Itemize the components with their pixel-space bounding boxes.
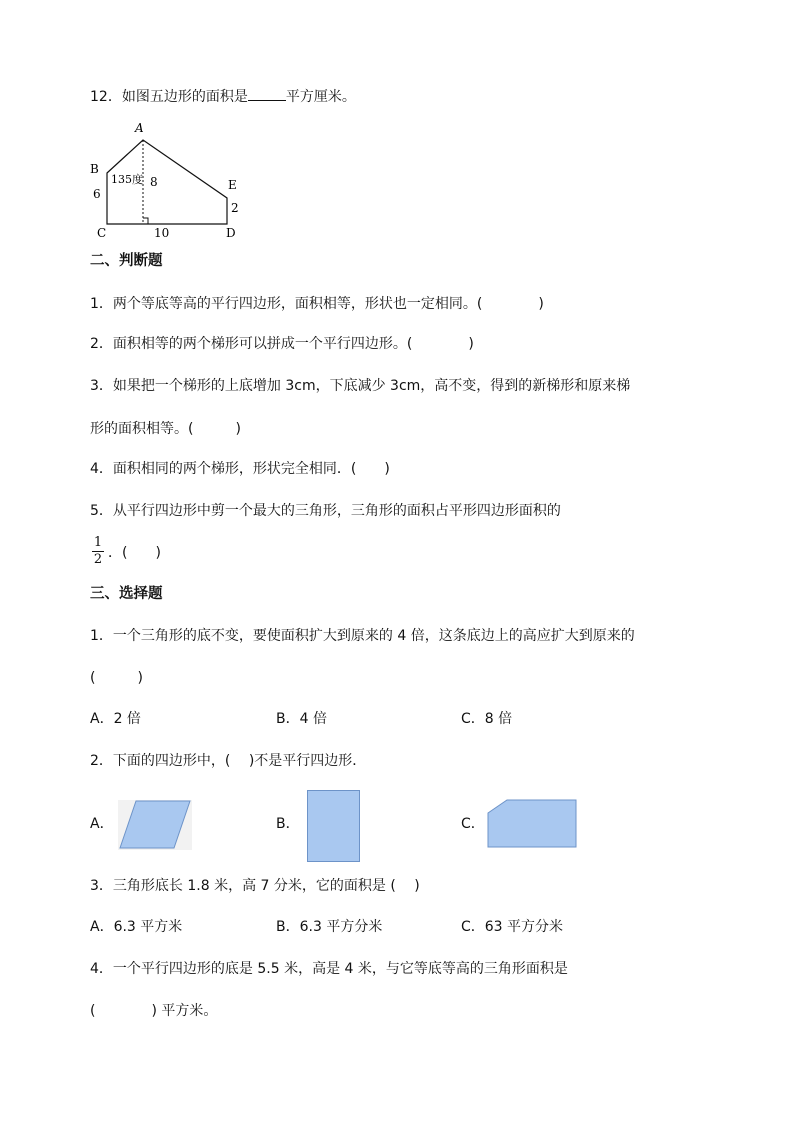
label-b: B (90, 162, 99, 176)
fraction-denominator: 2 (93, 552, 103, 567)
parallelogram-shape (118, 800, 192, 850)
choice-question-1-line2: ( ) (90, 670, 143, 686)
judge-question-3-line1: 3．如果把一个梯形的上底增加 3cm，下底减少 3cm，高不变，得到的新梯形和原来梯 (90, 378, 631, 394)
side-bc-length: 6 (93, 187, 101, 201)
question-12-prefix: 12．如图五边形的面积是 (90, 89, 248, 105)
q1-option-c: C．8 倍 (461, 711, 513, 727)
side-cd-length: 10 (154, 226, 170, 240)
choice-question-3: 3．三角形底长 1.8 米，高 7 分米，它的面积是 ( ) (90, 878, 420, 894)
section-3-title: 三、选择题 (90, 586, 163, 602)
judge-question-5-tail: ．( ) (108, 545, 161, 561)
answer-blank (248, 86, 286, 101)
q1-option-a: A．2 倍 (90, 711, 141, 727)
angle-b-label: 135度 (111, 173, 143, 186)
height-length: 8 (150, 175, 158, 189)
rectangle-shape (307, 790, 360, 862)
judge-question-5-line1: 5．从平行四边形中剪一个最大的三角形，三角形的面积占平形四边形面积的 (90, 503, 561, 519)
label-a: A (135, 121, 144, 135)
question-12-suffix: 平方厘米。 (285, 89, 356, 105)
judge-question-2: 2．面积相等的两个梯形可以拼成一个平行四边形。( ) (90, 336, 474, 352)
choice-question-1-line1: 1．一个三角形的底不变，要使面积扩大到原来的 4 倍，这条底边上的高应扩大到原来的 (90, 628, 635, 644)
q1-option-b: B．4 倍 (276, 711, 327, 727)
right-angle-mark (143, 218, 148, 224)
cut-corner-quadrilateral-shape (487, 799, 578, 849)
label-e: E (228, 178, 237, 192)
judge-question-4: 4．面积相同的两个梯形，形状完全相同．( ) (90, 461, 390, 477)
q2-option-c-label: C． (461, 816, 485, 832)
fraction-one-half (92, 536, 104, 567)
side-de-length: 2 (231, 201, 239, 215)
label-d: D (226, 226, 236, 240)
label-c: C (97, 226, 107, 240)
judge-question-1: 1．两个等底等高的平行四边形，面积相等，形状也一定相同。( ) (90, 296, 544, 312)
pentagon-figure (85, 118, 255, 243)
choice-question-4-line2: ( ) 平方米。 (90, 1003, 218, 1019)
q2-option-a-label: A． (90, 816, 114, 832)
question-12 (90, 86, 356, 107)
choice-question-2: 2．下面的四边形中，( )不是平行四边形． (90, 753, 367, 769)
section-2-title: 二、判断题 (90, 253, 163, 269)
choice-question-4-line1: 4．一个平行四边形的底是 5.5 米，高是 4 米，与它等底等高的三角形面积是 (90, 961, 568, 977)
q3-option-b: B．6.3 平方分米 (276, 919, 383, 935)
q3-option-c: C．63 平方分米 (461, 919, 564, 935)
judge-question-3-line2: 形的面积相等。( ) (90, 421, 241, 437)
q3-option-a: A．6.3 平方米 (90, 919, 183, 935)
q2-option-b-label: B． (276, 816, 300, 832)
fraction-numerator: 1 (93, 535, 103, 550)
